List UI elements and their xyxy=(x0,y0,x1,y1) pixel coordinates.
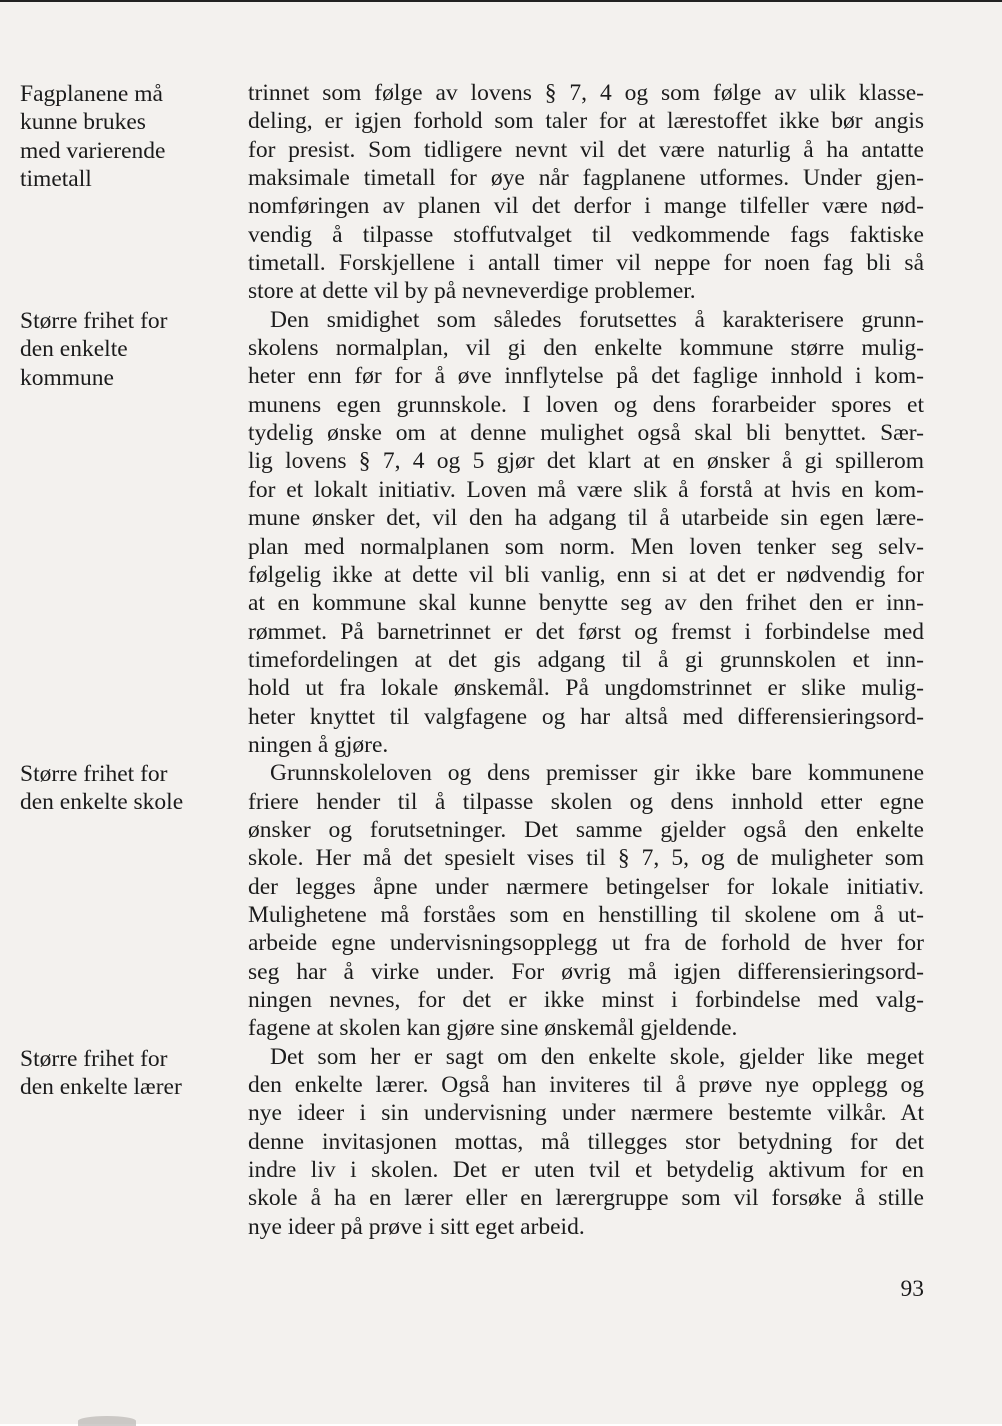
text-line: store at dette vil by på nevneverdige problemer. xyxy=(248,278,696,305)
margin-note-line: Større frihet for xyxy=(20,308,168,334)
text-line: arbeide egne undervisningsopplegg ut fra de forhold de hver for xyxy=(248,930,924,957)
text-line: skole. Her må det spesielt vises til § 7, 5, og de muligheter som xyxy=(248,845,924,872)
margin-note-line: med varierende xyxy=(20,137,166,164)
text-line: nye ideer i sin undervisning under nærmere bestemte vilkår. At xyxy=(248,1100,924,1127)
body-text xyxy=(248,79,924,1241)
text-line: følgelig ikke at dette vil bli vanlig, enn si at det er nødvendig for xyxy=(248,561,924,588)
text-line: Grunnskoleloven og dens premisser gir ikke bare kommunene xyxy=(270,760,924,787)
text-line: den enkelte lærer. Også han inviteres til å prøve nye opplegg og xyxy=(248,1072,924,1099)
scan-smudge xyxy=(78,1416,136,1426)
text-line: at en kommune skal kunne benytte seg av den frihet den er inn- xyxy=(248,590,924,617)
text-line: fagene at skolen kan gjøre sine ønskemål gjeldende. xyxy=(248,1015,738,1042)
text-line: nomføringen av planen vil det derfor i mange tilfeller være nød- xyxy=(248,193,924,220)
paragraph-skole xyxy=(248,759,924,1042)
text-line: rømmet. På barnetrinnet er det først og fremst i forbindelse med xyxy=(248,618,924,645)
text-line: heter enn før for å øve innflytelse på det faglige innhold i kom- xyxy=(248,363,924,390)
text-line: mune ønsker det, vil den ha adgang til å utarbeide sin egen lære- xyxy=(248,505,924,532)
text-line: tydelig ønske om at denne mulighet også skal bli benyttet. Sær- xyxy=(248,420,924,447)
margin-note-line: Større frihet for xyxy=(20,1046,168,1072)
margin-note-kommune xyxy=(20,307,220,392)
margin-note-line: den enkelte skole xyxy=(20,789,184,816)
text-line: for et lokalt initiativ. Loven må være slik å forstå at hvis en kom- xyxy=(248,476,924,503)
text-line: munens egen grunnskole. I loven og dens forarbeider spores et xyxy=(248,391,924,418)
text-line: indre liv i skolen. Det er uten tvil et betydelig aktivum for en xyxy=(248,1157,924,1184)
margin-note-line: Fagplanene må xyxy=(20,81,163,107)
text-line: der legges åpne under nærmere betingelser for lokale initiativ. xyxy=(248,873,924,900)
text-line: ningen nevnes, for det er ikke minst i forbindelse med valg- xyxy=(248,987,924,1013)
text-line: skolens normalplan, vil gi den enkelte kommune større mulig- xyxy=(248,335,924,362)
page-number: 93 xyxy=(900,1276,924,1302)
text-line: Det som her er sagt om den enkelte skole, gjelder like meget xyxy=(270,1043,924,1070)
text-line: timetall. Forskjellene i antall timer vil neppe for noen fag bli så xyxy=(248,250,924,277)
text-line: timefordelingen at det gis adgang til å gi grunnskolen et inn- xyxy=(248,646,924,673)
text-line: Den smidighet som således forutsettes å karakterisere grunn- xyxy=(270,306,924,333)
margin-note-line: den enkelte lærer xyxy=(20,1074,182,1101)
margin-note-line: kunne brukes xyxy=(20,109,146,136)
text-line: for presist. Som tidligere nevnt vil det være naturlig å ha antatte xyxy=(248,136,924,163)
margin-note-line: timetall xyxy=(20,166,92,193)
margin-note-line: kommune xyxy=(20,364,114,391)
text-line: heter knyttet til valgfagene og har altså med differensieringsord- xyxy=(248,703,924,730)
text-line: hold ut fra lokale ønskemål. På ungdomstrinnet er slike mulig- xyxy=(248,675,924,702)
text-line: seg har å virke under. For øvrig må igjen differensieringsord- xyxy=(248,958,924,985)
text-line: friere hender til å tilpasse skolen og dens innhold etter egne xyxy=(248,788,924,815)
text-line: deling, er igjen forhold som taler for at lærestoffet ikke bør angis xyxy=(248,108,924,135)
margin-note-laerer xyxy=(20,1045,220,1102)
text-line: vendig å tilpasse stoffutvalget til vedkommende fags faktiske xyxy=(248,221,924,248)
text-line: skole å ha en lærer eller en lærergruppe som vil forsøke å stille xyxy=(248,1185,924,1212)
margin-note-skole xyxy=(20,760,220,817)
margin-note-fagplanene xyxy=(20,80,220,194)
text-line: ønsker og forutsetninger. Det samme gjelder også den enkelte xyxy=(248,816,924,843)
text-line: ningen å gjøre. xyxy=(248,731,389,758)
text-line: denne invitasjonen mottas, må tillegges stor betydning for det xyxy=(248,1128,924,1155)
text-line: trinnet som følge av lovens § 7, 4 og som følge av ulik klasse- xyxy=(248,80,924,106)
text-line: maksimale timetall for øye når fagplanene utformes. Under gjen- xyxy=(248,165,924,192)
text-line: plan med normalplanen som norm. Men loven tenker seg selv- xyxy=(248,533,924,560)
text-line: nye ideer på prøve i sitt eget arbeid. xyxy=(248,1213,585,1240)
paragraph-timetall xyxy=(248,79,924,306)
text-line: lig lovens § 7, 4 og 5 gjør det klart at en ønsker å gi spillerom xyxy=(248,448,924,475)
paragraph-kommune xyxy=(248,306,924,760)
paragraph-laerer xyxy=(248,1043,924,1241)
text-line: Mulighetene må forståes som en henstilling til skolene om å ut- xyxy=(248,901,924,928)
margin-note-line: Større frihet for xyxy=(20,761,168,787)
margin-note-line: den enkelte xyxy=(20,336,128,363)
